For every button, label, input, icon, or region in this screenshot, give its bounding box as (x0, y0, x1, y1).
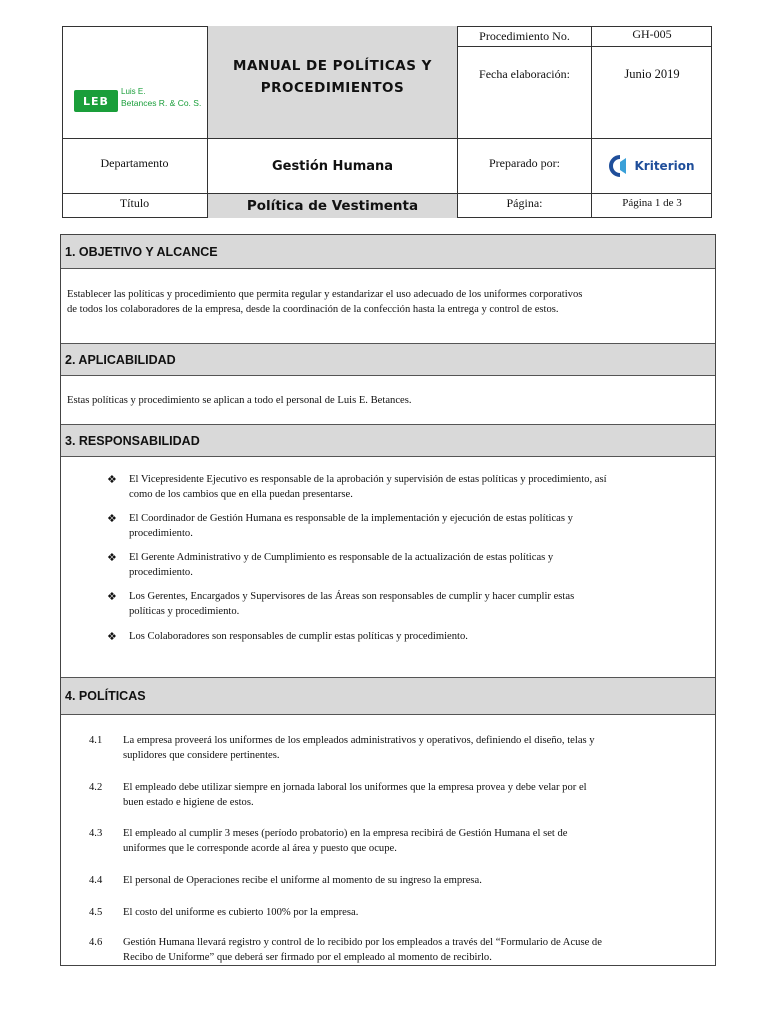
responsibility-item (107, 511, 712, 541)
date-label: Fecha elaboración: (458, 47, 592, 139)
responsibility-item (107, 589, 712, 619)
logo-cell (62, 26, 208, 139)
page-label: Página: (458, 194, 592, 218)
item-line1: El empleado al cumplir 3 meses (período probatorio) en la empresa recibirá de Gestión Humana el set de (123, 828, 568, 839)
item-line2: buen estado e higiene de estos. (123, 797, 254, 808)
page-value: Página 1 de 3 (622, 197, 682, 209)
manual-title-cell (208, 26, 458, 139)
responsibility-item (107, 472, 712, 502)
manual-title-line2: PROCEDIMIENTOS (260, 80, 405, 96)
item-line1: La empresa proveerá los uniformes de los empleados administrativos y operativos, definiendo el diseño, telas y (123, 735, 595, 746)
section-4-heading: 4. POLÍTICAS (61, 677, 715, 715)
logo-mark-icon: LEB (74, 90, 118, 112)
item-line1: Gestión Humana llevará registro y control de lo recibido por los empleados a través del “Formulario de Acuse de (123, 937, 602, 948)
department-value: Gestión Humana (208, 139, 458, 194)
policy-number: 4.4 (89, 875, 103, 886)
diamond-bullet-icon: ❖ (107, 512, 117, 525)
item-line1: El empleado debe utilizar siempre en jornada laboral los uniformes que la empresa provea y debe velar por el (123, 782, 587, 793)
date-value: Junio 2019 (592, 47, 712, 139)
policy-number: 4.6 (89, 937, 103, 948)
diamond-bullet-icon: ❖ (107, 473, 117, 486)
item-line1: El costo del uniforme es cubierto 100% por la empresa. (123, 907, 359, 918)
item-line2: políticas y procedimiento. (129, 606, 240, 617)
section-1-heading: 1. OBJETIVO Y ALCANCE (61, 235, 715, 269)
department-label: Departamento (62, 139, 208, 194)
section-2-text: Estas políticas y procedimiento se aplican a todo el personal de Luis E. Betances. (67, 395, 412, 406)
company-logo (74, 87, 208, 117)
kriterion-wordmark: Kriterion (634, 159, 695, 173)
item-line2: procedimiento. (129, 528, 193, 539)
policy-item (89, 873, 714, 888)
item-line1: El Vicepresidente Ejecutivo es responsable de la aprobación y supervisión de estas políticas y procedimiento, así (129, 474, 607, 485)
section-1-line2: de todos los colaboradores de la empresa, desde la coordinación de la confección hasta la entrega y control de estos. (67, 304, 559, 315)
diamond-bullet-icon: ❖ (107, 551, 117, 564)
diamond-bullet-icon: ❖ (107, 590, 117, 603)
item-line1: Los Colaboradores son responsables de cumplir estas políticas y procedimiento. (129, 631, 468, 642)
logo-line2: Betances R. & Co. S. (121, 98, 202, 108)
responsibility-item (107, 629, 712, 644)
section-1-line1: Establecer las políticas y procedimiento que permita regular y estandarizar el uso adecuado de los uniformes corporativos (67, 289, 583, 300)
section-3-heading: 3. RESPONSABILIDAD (61, 424, 715, 457)
responsibility-item (107, 550, 712, 580)
item-line2: uniformes que le corresponde acorde al área y puesto que ocupe. (123, 843, 397, 854)
policy-item (89, 905, 714, 920)
policy-item (89, 733, 714, 763)
logo-line1: Luis E. (121, 87, 146, 96)
policy-item (89, 935, 714, 965)
policy-item (89, 826, 714, 856)
prepared-label: Preparado por: (458, 139, 592, 194)
procedure-label: Procedimiento No. (458, 26, 592, 47)
policy-number: 4.2 (89, 782, 103, 793)
policy-number: 4.1 (89, 735, 103, 746)
policy-item (89, 780, 714, 810)
item-line2: Recibo de Uniforme” que deberá ser firmado por el empleado al momento de recibirlo. (123, 952, 492, 963)
item-line1: El Coordinador de Gestión Humana es responsable de la implementación y ejecución de estas políticas y (129, 513, 573, 524)
title-label: Título (62, 194, 208, 218)
procedure-value: GH-005 (592, 26, 712, 47)
item-line2: procedimiento. (129, 567, 193, 578)
document-title-value: Política de Vestimenta (208, 194, 458, 218)
item-line1: El personal de Operaciones recibe el uniforme al momento de su ingreso la empresa. (123, 875, 482, 886)
item-line1: El Gerente Administrativo y de Cumplimiento es responsable de la actualización de estas políticas y (129, 552, 554, 563)
item-line2: como de los cambios que en ella puedan presentarse. (129, 489, 353, 500)
kriterion-logo-icon (609, 155, 631, 177)
diamond-bullet-icon: ❖ (107, 630, 117, 643)
item-line2: suplidores que considere pertinentes. (123, 750, 280, 761)
policy-number: 4.5 (89, 907, 103, 918)
policy-number: 4.3 (89, 828, 103, 839)
item-line1: Los Gerentes, Encargados y Supervisores de las Áreas son responsables de cumplir y hacer cumplir estas (129, 591, 575, 602)
prepared-logo (592, 139, 712, 194)
content-frame (60, 234, 716, 966)
section-2-heading: 2. APLICABILIDAD (61, 343, 715, 376)
manual-title-line1: MANUAL DE POLÍTICAS Y (233, 58, 432, 74)
